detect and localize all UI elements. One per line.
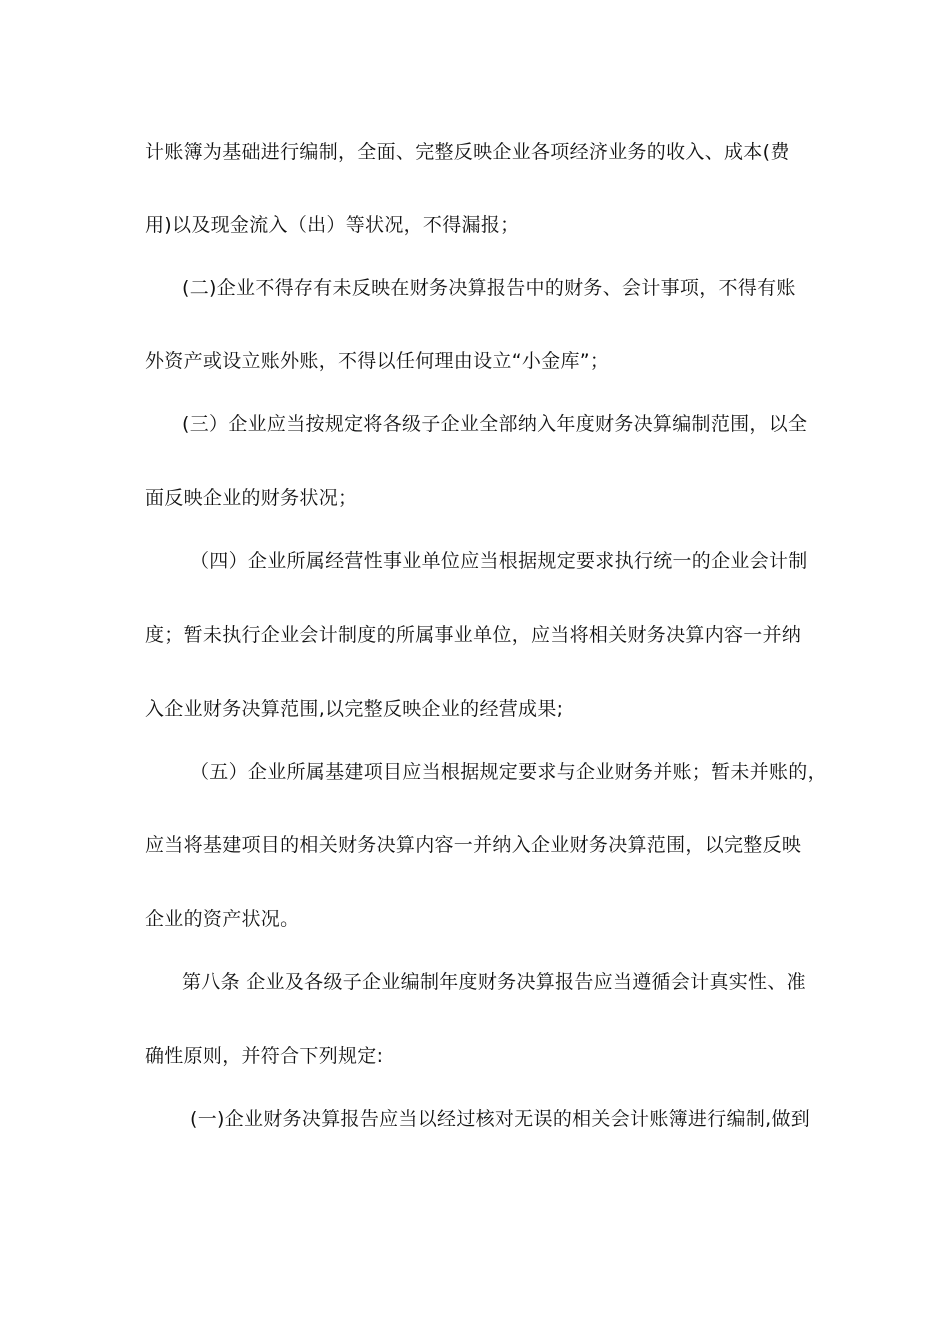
paragraph-line-5: (三）企业应当按规定将各级子企业全部纳入年度财务决算编制范围，以全: [182, 413, 808, 435]
paragraph-line-6: 面反映企业的财务状况；: [145, 487, 358, 509]
paragraph-line-8: 度；暂未执行企业会计制度的所属事业单位，应当将相关财务决算内容一并纳: [145, 624, 802, 646]
paragraph-line-15: (一)企业财务决算报告应当以经过核对无误的相关会计账簿进行编制,做到: [190, 1108, 811, 1130]
paragraph-line-14: 确性原则，并符合下列规定:: [145, 1045, 384, 1067]
paragraph-line-3: (二)企业不得存有未反映在财务决算报告中的财务、会计事项，不得有账: [182, 277, 796, 299]
paragraph-line-7: （四）企业所属经营性事业单位应当根据规定要求执行统一的企业会计制: [190, 550, 808, 572]
paragraph-line-10: （五）企业所属基建项目应当根据规定要求与企业财务并账；暂未并账的，: [190, 761, 827, 783]
paragraph-line-1: 计账簿为基础进行编制，全面、完整反映企业各项经济业务的收入、成本(费: [145, 141, 790, 163]
paragraph-line-11: 应当将基建项目的相关财务决算内容一并纳入企业财务决算范围，以完整反映: [145, 834, 802, 856]
paragraph-line-2: 用)以及现金流入（出）等状况，不得漏报；: [145, 214, 520, 236]
paragraph-line-9: 入企业财务决算范围,以完整反映企业的经营成果;: [145, 698, 564, 720]
paragraph-line-13: 第八条 企业及各级子企业编制年度财务决算报告应当遵循会计真实性、准: [182, 971, 806, 993]
paragraph-line-12: 企业的资产状况。: [145, 908, 300, 930]
paragraph-line-4: 外资产或设立账外账，不得以任何理由设立“小金库”；: [145, 350, 610, 372]
